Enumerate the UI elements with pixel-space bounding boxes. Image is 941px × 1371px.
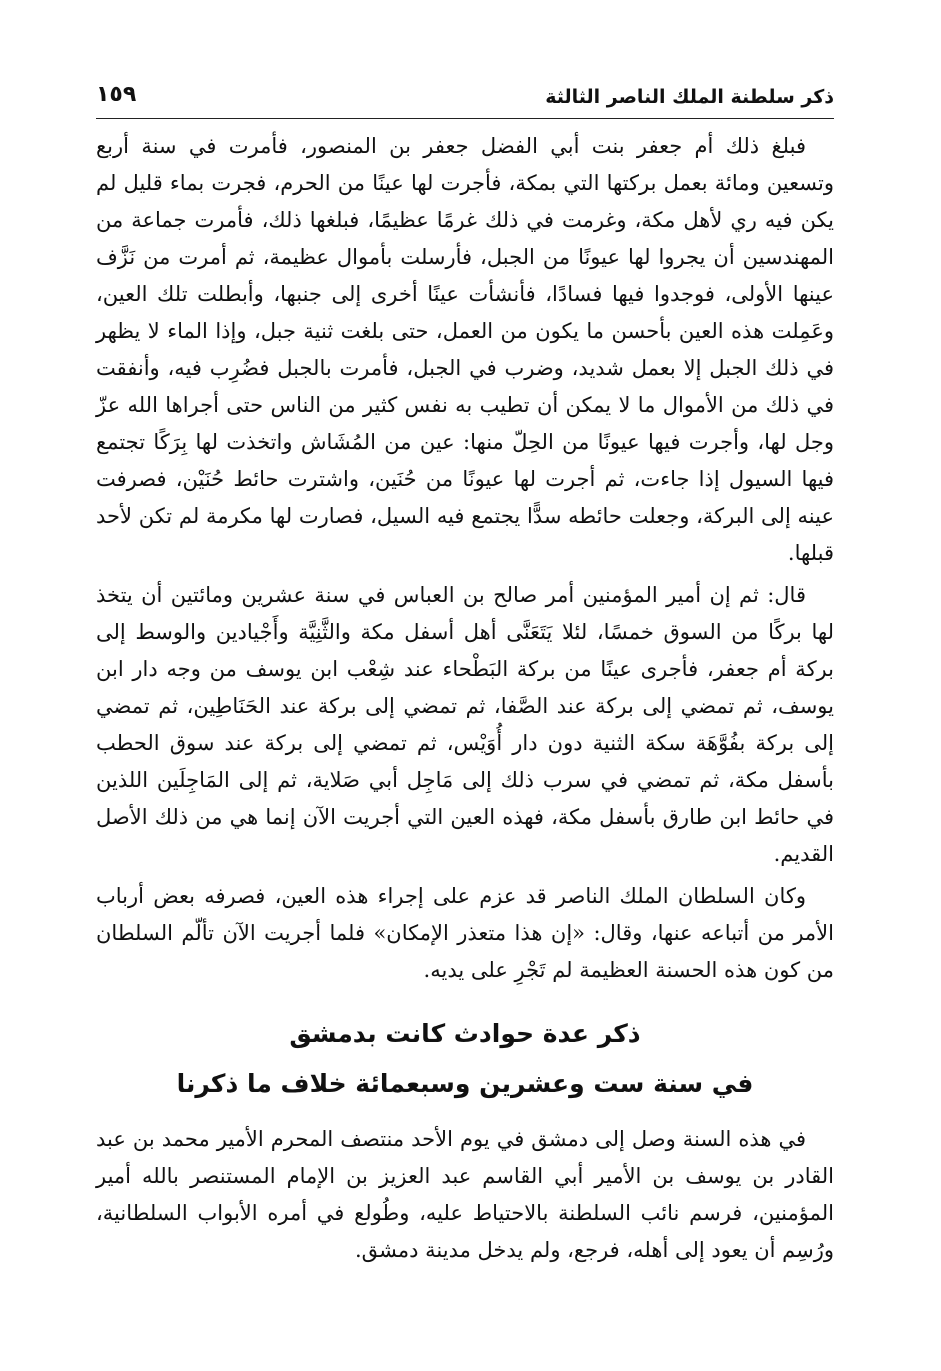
header-rule [96, 118, 834, 119]
paragraph-3: وكان السلطان الملك الناصر قد عزم على إجراء هذه العين، فصرفه بعض أرباب الأمر من أتباعه عنها، وقال: «إن هذا متعذر الإمكان» فلما أجريت الآن تألّم السلطان من كون هذه الحسنة العظيمة لم تَجْرِ على يديه. [96, 884, 834, 982]
body-text [96, 128, 834, 1269]
paragraph-1: فبلغ ذلك أم جعفر بنت أبي الفضل جعفر بن المنصور، فأمرت في سنة أربع وتسعين ومائة بعمل بركتها التي بمكة، فأجرت لها عينًا من الحرم، فجرت بماء قليل لم يكن فيه ري لأهل مكة، وغرمت في ذلك غرمًا عظيمًا، فبلغها ذلك، فأمرت جماعة من المهندسين أن يجروا لها عيونًا من الجبل، فأرسلت بأموال عظيمة، ثم أمرت من نَزَّف عينها الأولى، فوجدوا فيها فسادًا، فأنشأت عينًا أخرى إلى جنبها، وأبطلت تلك العين، وعَمِلت هذه العين بأحسن ما يكون من العمل، حتى بلغت ثنية جبل، وإذا الماء لا يظهر في ذلك الجبل إلا بعمل شديد، وضرب في الجبل، فأمرت بالجبل فضُرِب فيه، وأنفقت في ذلك من الأموال ما لا يمكن أن تطيب به نفس كثير من الناس حتى أجراها الله عزّ وجل لها، وأجرت فيها عيونًا من الحِلّ منها: عين من المُشَاش واتخذت لها بِرَكًا تجتمع فيها السيول إذا جاءت، ثم أجرت لها عيونًا من حُنَين، واشترت حائط حُنَيْن، فصرفت عينه إلى البركة، وجعلت حائطه سدًّا يجتمع فيه السيل، فصارت لها مكرمة لم تكن لأحد قبلها. [96, 134, 834, 565]
section-heading-line-2: في سنة ست وعشرين وسبعمائة خلاف ما ذكرنا [176, 1069, 754, 1098]
running-header [96, 82, 834, 114]
running-title: ذكر سلطنة الملك الناصر الثالثة [545, 86, 834, 108]
section-heading [96, 1009, 834, 1109]
section-heading-line-1: ذكر عدة حوادث كانت بدمشق [289, 1019, 641, 1048]
paragraph-2: قال: ثم إن أمير المؤمنين أمر صالح بن العباس في سنة عشرين ومائتين أن يتخذ لها بركًا من السوق خمسًا، لئلا يَتَعَنَّى أهل أسفل مكة والثَّنِيَّة وأَجْيادين والوسط إلى بركة أم جعفر، فأجرى عينًا من بركة البَطْحاء عند شِعْب ابن يوسف من وجه دار ابن يوسف، ثم تمضي إلى بركة عند الصَّفا، ثم تمضي إلى بركة عند الحَنَاطِين، ثم تمضي إلى بركة بفُوَّهَة سكة الثنية دون دار أُوَيْس، ثم تمضي إلى بركة عند سوق الحطب بأسفل مكة، ثم تمضي في سرب ذلك إلى مَاجِل أبي صَلاية، ثم إلى المَاجِلَين اللذين في حائط ابن طارق بأسفل مكة، فهذه العين التي أجريت الآن إنما هي من ذلك الأصل القديم. [96, 583, 835, 866]
paragraph-4: في هذه السنة وصل إلى دمشق في يوم الأحد منتصف المحرم الأمير محمد بن عبد القادر بن يوسف بن الأمير أبي القاسم عبد العزيز بن الإمام المستنصر بالله أمير المؤمنين، فرسم نائب السلطنة بالاحتياط عليه، وطُولع في أمره الأبواب السلطانية، ورُسِم أن يعود إلى أهله، فرجع، ولم يدخل مدينة دمشق. [96, 1127, 834, 1262]
page-number: ١٥٩ [96, 82, 137, 107]
